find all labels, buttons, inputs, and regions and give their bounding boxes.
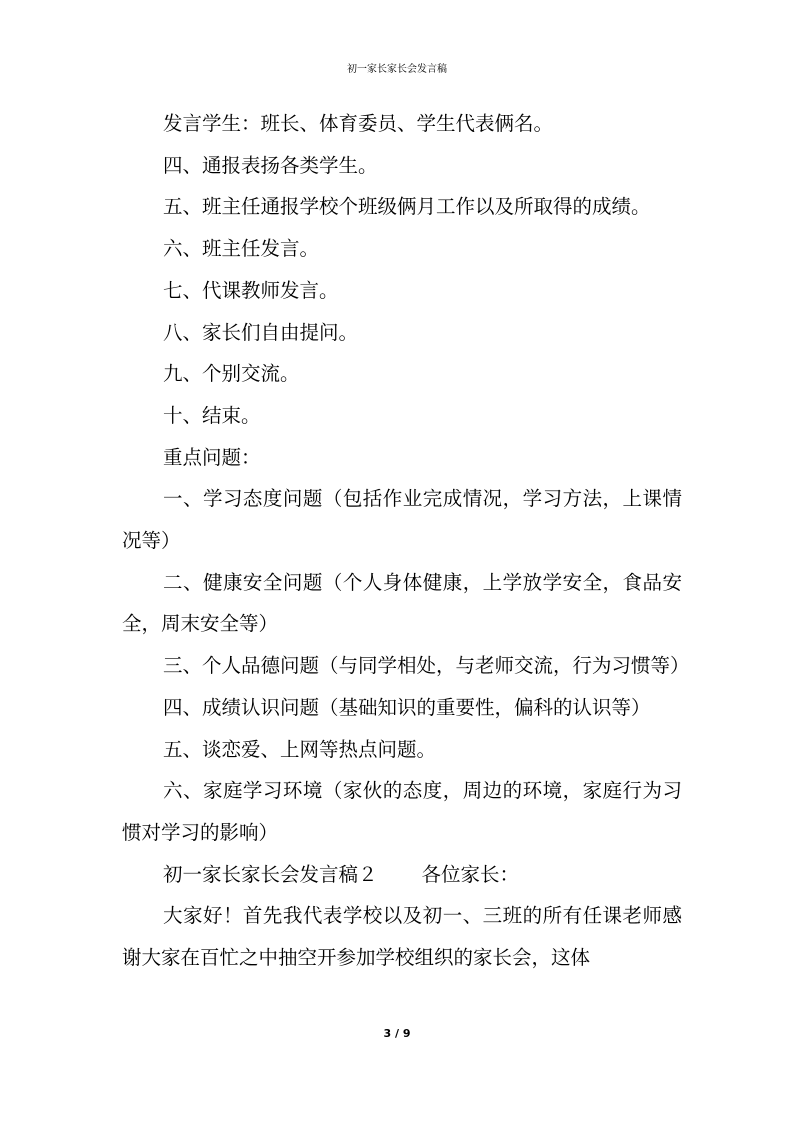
paragraph: 发言学生：班长、体育委员、学生代表俩名。 bbox=[163, 112, 554, 135]
paragraph: 四、成绩认识问题（基础知识的重要性，偏科的认识等） bbox=[163, 695, 651, 719]
document-header: 初一家长家长会发言稿 bbox=[347, 64, 447, 75]
paragraph: 八、家长们自由提问。 bbox=[163, 320, 359, 344]
paragraph: 六、家庭学习环境（家伙的态度，周边的环境，家庭行为习惯对学习的影响） bbox=[122, 779, 682, 844]
paragraph: 四、通报表扬各类学生。 bbox=[163, 153, 378, 177]
paragraph: 一、学习态度问题（包括作业完成情况，学习方法，上课情况等） bbox=[122, 487, 682, 553]
paragraph: 大家好！首先我代表学校以及初一、三班的所有任课老师感谢大家在百忙之中抽空开参加学校组织的家长会，这体 bbox=[122, 904, 682, 970]
speech-title: 初一家长家长会发言稿２ bbox=[163, 862, 378, 886]
document-body bbox=[122, 103, 690, 979]
paragraph: 九、个别交流。 bbox=[163, 362, 300, 386]
section-heading: 重点问题： bbox=[163, 445, 261, 469]
speech-greeting: 各位家长： bbox=[421, 862, 520, 886]
paragraph: 六、班主任发言。 bbox=[163, 237, 320, 261]
paragraph: 三、个人品德问题（与同学相处，与老师交流，行为习惯等） bbox=[163, 654, 690, 678]
paragraph: 五、班主任通报学校个班级俩月工作以及所取得的成绩。 bbox=[163, 195, 651, 219]
page-number: 3 / 9 bbox=[383, 1027, 411, 1040]
speech-heading bbox=[122, 854, 682, 896]
paragraph: 十、结束。 bbox=[163, 403, 261, 427]
paragraph: 五、谈恋爱、上网等热点问题。 bbox=[163, 737, 437, 761]
paragraph: 二、健康安全问题（个人身体健康，上学放学安全，食品安全，周末安全等） bbox=[122, 570, 682, 636]
paragraph: 七、代课教师发言。 bbox=[163, 278, 339, 302]
